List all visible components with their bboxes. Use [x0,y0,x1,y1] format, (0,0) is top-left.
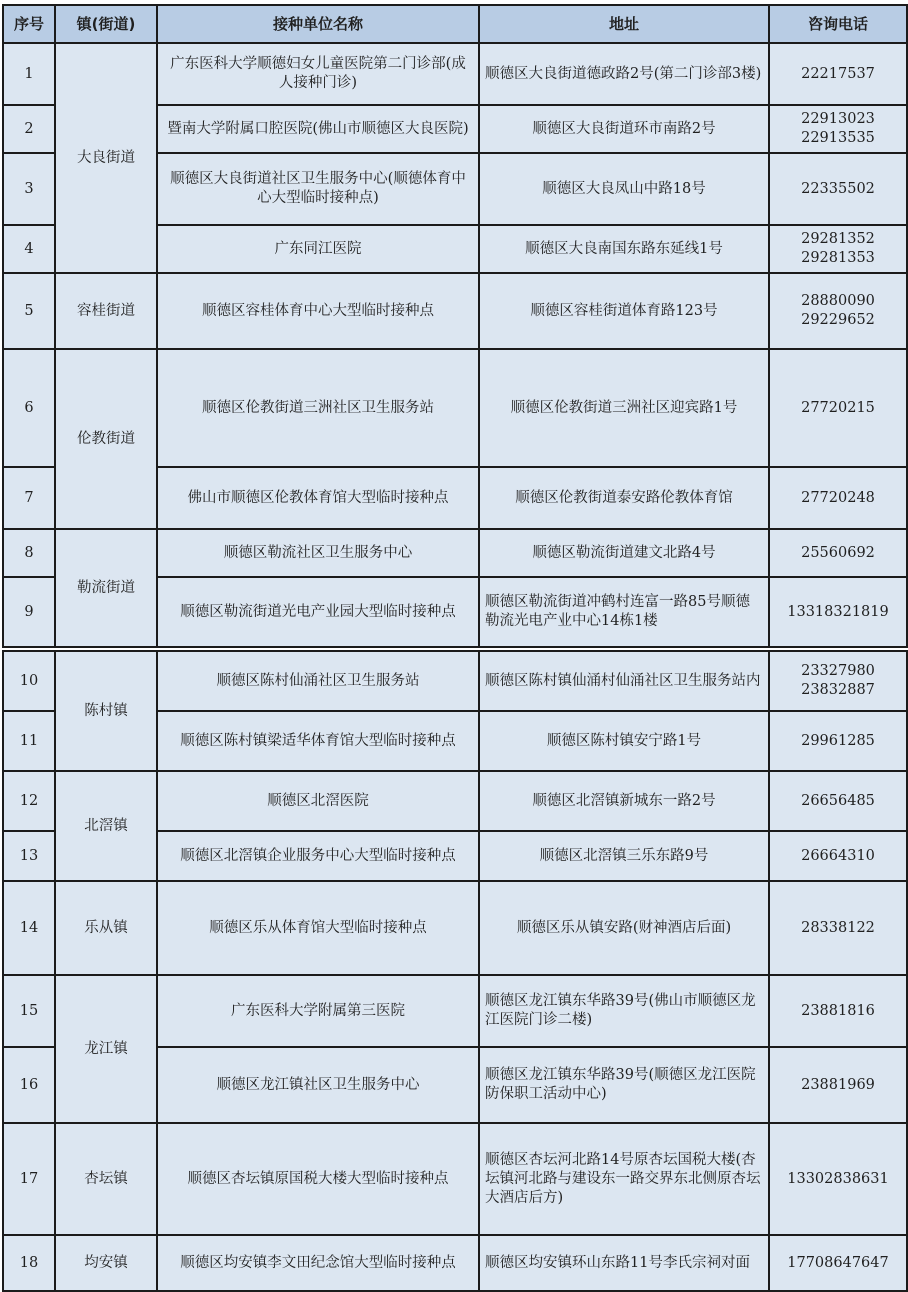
row-phone: 26664310 [769,831,907,881]
row-site-name: 顺德区陈村镇梁适华体育馆大型临时接种点 [157,711,479,771]
row-site-name: 顺德区北滘医院 [157,771,479,831]
row-address: 顺德区龙江镇东华路39号(顺德区龙江医院防保职工活动中心) [479,1047,769,1123]
row-site-name: 顺德区容桂体育中心大型临时接种点 [157,273,479,349]
row-phone: 13318321819 [769,577,907,647]
row-address: 顺德区大良街道环市南路2号 [479,105,769,153]
row-no: 3 [3,153,55,225]
row-town: 北滘镇 [55,771,157,881]
row-phone: 23327980 23832887 [769,651,907,711]
header-address: 地址 [479,5,769,43]
row-no: 10 [3,651,55,711]
row-site-name: 顺德区勒流街道光电产业园大型临时接种点 [157,577,479,647]
row-address: 顺德区均安镇环山东路11号李氏宗祠对面 [479,1235,769,1291]
row-phone: 28880090 29229652 [769,273,907,349]
row-town: 伦教街道 [55,349,157,529]
row-site-name: 顺德区勒流社区卫生服务中心 [157,529,479,577]
table-row [3,273,907,349]
table-row [3,651,907,711]
row-address: 顺德区勒流街道冲鹤村连富一路85号顺德勒流光电产业中心14栋1楼 [479,577,769,647]
table-row [3,43,907,105]
row-town: 容桂街道 [55,273,157,349]
row-no: 2 [3,105,55,153]
row-no: 12 [3,771,55,831]
row-site-name: 暨南大学附属口腔医院(佛山市顺德区大良医院) [157,105,479,153]
row-phone: 13302838631 [769,1123,907,1235]
row-town: 均安镇 [55,1235,157,1291]
table-row [3,771,907,831]
row-address: 顺德区伦教街道三洲社区迎宾路1号 [479,349,769,467]
row-site-name: 广东医科大学顺德妇女儿童医院第二门诊部(成人接种门诊) [157,43,479,105]
row-phone: 28338122 [769,881,907,975]
row-no: 18 [3,1235,55,1291]
row-town: 陈村镇 [55,651,157,771]
row-phone: 26656485 [769,771,907,831]
table-row [3,529,907,577]
row-no: 11 [3,711,55,771]
vaccination-sites-table-part1 [2,4,908,648]
row-address: 顺德区大良南国东路东延线1号 [479,225,769,273]
row-no: 17 [3,1123,55,1235]
row-site-name: 佛山市顺德区伦教体育馆大型临时接种点 [157,467,479,529]
row-no: 15 [3,975,55,1047]
row-town: 乐从镇 [55,881,157,975]
row-site-name: 顺德区均安镇李文田纪念馆大型临时接种点 [157,1235,479,1291]
row-no: 1 [3,43,55,105]
header-site-name: 接种单位名称 [157,5,479,43]
row-address: 顺德区勒流街道建文北路4号 [479,529,769,577]
header-town: 镇(街道) [55,5,157,43]
header-no: 序号 [3,5,55,43]
row-phone: 29961285 [769,711,907,771]
row-no: 5 [3,273,55,349]
row-phone: 23881969 [769,1047,907,1123]
table-row [3,349,907,467]
row-phone: 29281352 29281353 [769,225,907,273]
row-site-name: 顺德区龙江镇社区卫生服务中心 [157,1047,479,1123]
row-no: 7 [3,467,55,529]
row-site-name: 顺德区乐从体育馆大型临时接种点 [157,881,479,975]
table-row [3,1235,907,1291]
row-address: 顺德区北滘镇新城东一路2号 [479,771,769,831]
vaccination-sites-table-part2 [2,650,908,1292]
row-phone: 23881816 [769,975,907,1047]
row-address: 顺德区大良街道德政路2号(第二门诊部3楼) [479,43,769,105]
row-site-name: 顺德区大良街道社区卫生服务中心(顺德体育中心大型临时接种点) [157,153,479,225]
table-header-row [3,5,907,43]
row-address: 顺德区容桂街道体育路123号 [479,273,769,349]
header-phone: 咨询电话 [769,5,907,43]
row-site-name: 广东医科大学附属第三医院 [157,975,479,1047]
row-town: 大良街道 [55,43,157,273]
row-no: 13 [3,831,55,881]
row-phone: 22217537 [769,43,907,105]
row-phone: 22335502 [769,153,907,225]
row-no: 9 [3,577,55,647]
row-address: 顺德区北滘镇三乐东路9号 [479,831,769,881]
row-address: 顺德区陈村镇仙涌村仙涌社区卫生服务站内 [479,651,769,711]
row-site-name: 顺德区伦教街道三洲社区卫生服务站 [157,349,479,467]
row-town: 杏坛镇 [55,1123,157,1235]
row-no: 16 [3,1047,55,1123]
row-no: 8 [3,529,55,577]
row-site-name: 顺德区北滘镇企业服务中心大型临时接种点 [157,831,479,881]
row-address: 顺德区伦教街道泰安路伦教体育馆 [479,467,769,529]
row-phone: 17708647647 [769,1235,907,1291]
row-phone: 22913023 22913535 [769,105,907,153]
row-phone: 27720248 [769,467,907,529]
row-address: 顺德区大良凤山中路18号 [479,153,769,225]
table-row [3,975,907,1047]
row-phone: 25560692 [769,529,907,577]
row-no: 4 [3,225,55,273]
row-address: 顺德区杏坛河北路14号原杏坛国税大楼(杏坛镇河北路与建设东一路交界东北侧原杏坛大酒店后方) [479,1123,769,1235]
row-address: 顺德区乐从镇安路(财神酒店后面) [479,881,769,975]
row-town: 龙江镇 [55,975,157,1123]
row-town: 勒流街道 [55,529,157,647]
row-address: 顺德区陈村镇安宁路1号 [479,711,769,771]
table-row [3,1123,907,1235]
row-no: 6 [3,349,55,467]
row-site-name: 顺德区陈村仙涌社区卫生服务站 [157,651,479,711]
row-site-name: 顺德区杏坛镇原国税大楼大型临时接种点 [157,1123,479,1235]
row-no: 14 [3,881,55,975]
row-address: 顺德区龙江镇东华路39号(佛山市顺德区龙江医院门诊二楼) [479,975,769,1047]
row-site-name: 广东同江医院 [157,225,479,273]
row-phone: 27720215 [769,349,907,467]
table-row [3,881,907,975]
